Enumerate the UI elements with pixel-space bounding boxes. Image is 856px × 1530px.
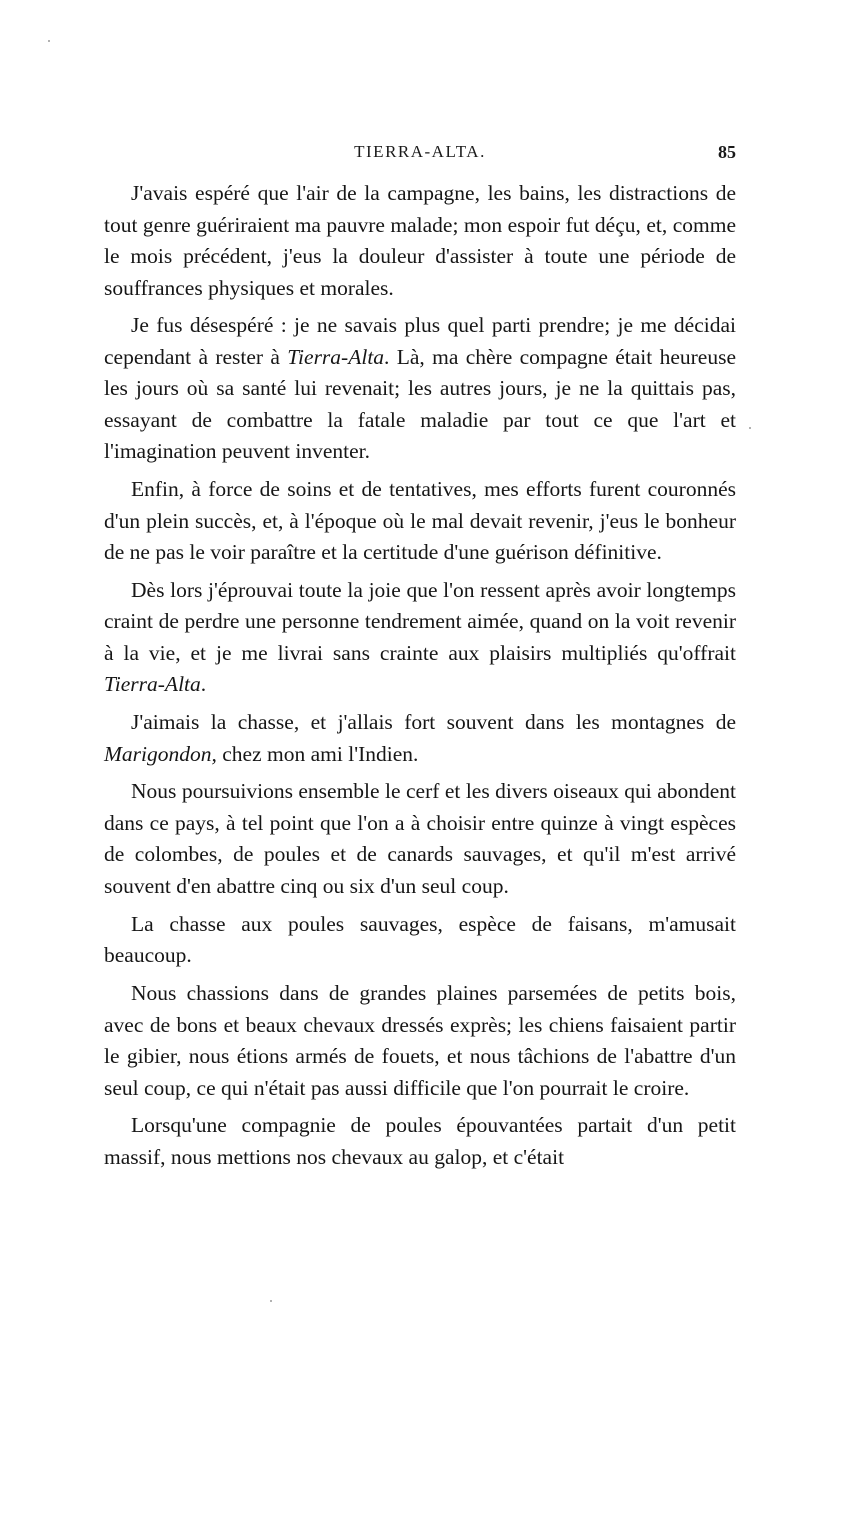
paragraph	[104, 575, 736, 701]
text-run: . Là, ma chère compagne était heureuse les jours où sa santé lui revenait; les autres jours, je ne la quittais pas, essayant de combattre la fatale maladie par tout ce que l'art et l'imagination peuvent inventer.	[104, 344, 736, 464]
text-run: J'aimais la chasse, et j'allais fort souvent dans les montagnes de	[131, 710, 736, 735]
place-name-italic: Tierra-Alta	[104, 672, 201, 697]
running-title: TIERRA-ALTA.	[354, 142, 486, 161]
text-run: Nous chassions dans de grandes plaines parsemées de petits bois, avec de bons et beaux chevaux dressés exprès; les chiens faisaient partir le gibier, nous étions armés de fouets, et nous tâchions de l'abattre d'un seul coup, ce qui n'était pas aussi difficile que l'on pourrait le croire.	[104, 981, 736, 1100]
text-run: J'avais espéré que l'air de la campagne, les bains, les distractions de tout genre guériraient ma pauvre malade; mon espoir fut déçu, et, comme le mois précédent, j'eus la douleur d'assister à toute une période de souffrances physiques et morales.	[104, 181, 736, 300]
paragraph	[104, 909, 736, 972]
text-run: Enfin, à force de soins et de tentatives, mes efforts furent couronnés d'un plein succès, et, à l'époque où le mal devait revenir, j'eus le bonheur de ne pas le voir paraître et la certitude d'une guérison définitive.	[104, 477, 736, 565]
page-number: 85	[718, 142, 736, 162]
paper-speck	[270, 1300, 272, 1302]
paper-speck	[749, 427, 751, 429]
paragraph	[104, 474, 736, 569]
text-run: Lorsqu'une compagnie de poules épouvantées partait d'un petit massif, nous mettions nos chevaux au galop, et c'était	[104, 1113, 736, 1169]
text-run: Je fus désespéré : je ne savais plus quel parti prendre; je me décidai cependant à rester à	[104, 313, 736, 369]
paper-speck	[48, 40, 50, 42]
text-run: La chasse aux poules sauvages, espèce de faisans, m'amusait beaucoup.	[104, 911, 736, 968]
text-run: .	[200, 672, 207, 697]
text-run: Dès lors j'éprouvai toute la joie que l'on ressent après avoir longtemps craint de perdre une personne tendrement aimée, quand on la voit revenir à la vie, et je me livrai sans crainte aux plaisirs multipliés qu'offrait	[104, 577, 736, 665]
place-name-italic: Tierra-Alta	[287, 344, 385, 369]
paragraph	[104, 178, 736, 304]
text-run: chez mon ami l'Indien.	[216, 741, 419, 766]
paragraph	[104, 707, 736, 770]
running-head	[104, 142, 736, 166]
place-name-italic: Marigondon,	[104, 741, 217, 766]
paragraph	[104, 978, 736, 1104]
text-run: Nous poursuivions ensemble le cerf et les divers oiseaux qui abondent dans ce pays, à tel point que l'on a à choisir entre quinze à vingt espèces de colombes, de poules et de canards sauvages, et qu'il m'est arrivé souvent d'en abattre cinq ou six d'un seul coup.	[104, 779, 736, 898]
paragraph	[104, 310, 736, 468]
paragraph	[104, 1110, 736, 1173]
paragraph	[104, 776, 736, 902]
body-text	[104, 178, 736, 1180]
